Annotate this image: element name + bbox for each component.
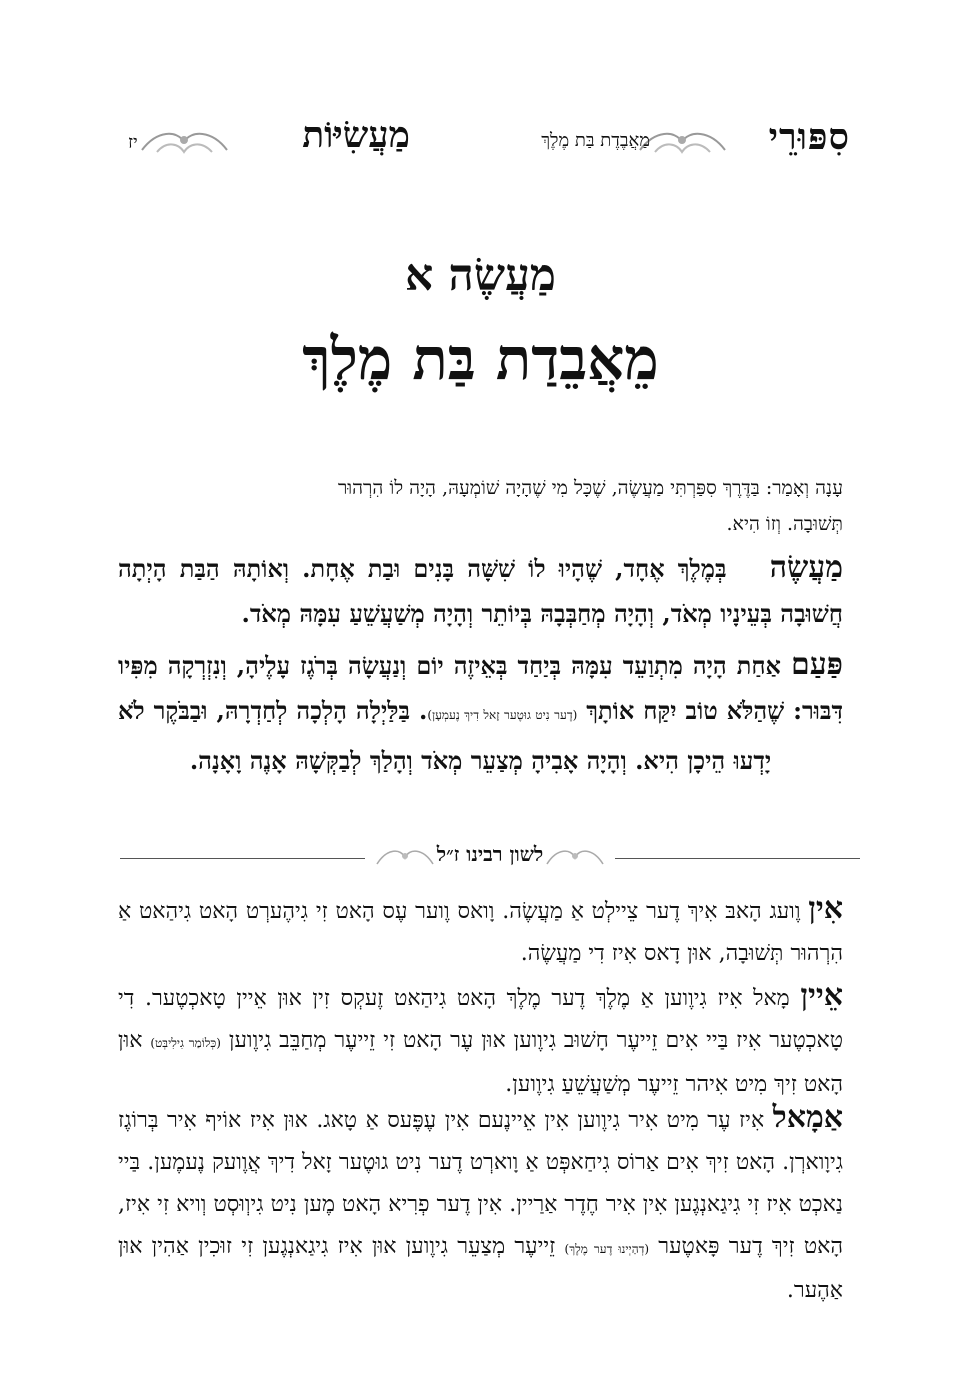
yiddish-paragraph-1 — [118, 888, 843, 975]
page-number: יז — [128, 132, 138, 153]
header-title-main: מַעֲשִׂיּוֹת — [302, 114, 410, 156]
running-header — [110, 112, 850, 172]
header-subtitle: מַאֲבֶדֶת בַּת מֶלֶךְ — [541, 130, 650, 151]
inline-note: (כְּלוֹמַר גִילִיבְּט) — [150, 1036, 221, 1050]
first-word: אֵיין — [800, 978, 843, 1013]
header-title-right: סִפּוּרֵי — [768, 116, 850, 158]
divider-line — [615, 858, 860, 859]
hebrew-paragraph-1 — [118, 545, 843, 636]
intro-line-1: עָנָה וְאָמַר: בַּדֶּרֶךְ סִפַּרְתִּי מַעֲשֶׂה, שֶׁכָּל מִי שֶׁהָיָה שׁוֹמְעָהּ, הָיָה לוֹ הִרְהוּר — [337, 477, 843, 499]
hebrew-paragraph-2 — [118, 642, 843, 783]
story-title: מֵאֲבֵדַת בַּת מֶלֶךְ — [302, 325, 659, 393]
section-divider — [120, 838, 860, 878]
intro-line-2: תְּשׁוּבָה. וְזוֹ הִיא. — [726, 513, 843, 535]
first-word: מַעֲשֶׂה — [769, 550, 843, 585]
paragraph-text: . בַּלַּיְלָה הָלְכָה לְחַדְרָהּ, וּבַבֹּקֶר לֹא יָדְעוּ הֵיכָן הִיא. וְהָיָה אָבִיהָ מְצַעֵר מְאֹד וְהָלַךְ לְבַקְּשָׁהּ אָנֶה וָאָנָה. — [118, 696, 772, 775]
paragraph-text: אִיז עֶר מִיט אִיר גִיוֶוען אִין אֵיינֶעם אִין עֶפֶּעס אַ טָאג. אוּן אִיז אוֹיף אִיר בְּרוֹגֶז גִיוָוארְן. הָאט זִיךְ אִים אַרוֹס גִיחַאפְּט אַ וָוארְט דֶער נִיט גוּטֶער זָאל דִיךְ אֲוֶועק נֶעמֶען. בַּיי נַאכְט אִיז זִי גִיגַאנְגֶען אִין אִיר חֶדֶר אַרַיין. אִין דֶער פְרִיא הָאט מֶען נִיט גִיוְוּסְט וְויא זִי אִיז, הָאט זִיךְ דֶער פָּאטֶער — [118, 1108, 843, 1259]
intro-paragraph — [118, 470, 859, 542]
divider-label: לשון רבינו ז״ל — [436, 842, 544, 866]
paragraph-text: זֵייעֶר מְצַעֵר גִיוֶוען אוּן אִיז גִיגַאנְגֶען זִי זוּכִין אַהִין אוּן אַהֶער. — [118, 1234, 843, 1303]
story-number: מַעֲשֶׂה א — [404, 250, 556, 301]
first-word: אִין — [808, 891, 843, 926]
ornament-flourish-icon — [545, 844, 605, 872]
yiddish-paragraph-2 — [118, 975, 843, 1106]
paragraph-text: בְּמֶלֶךְ אֶחָד, שֶׁהָיוּ לוֹ שִׁשָּׁה בָּנִים וּבַת אֶחָת. וְאוֹתָהּ הַבַּת הָיְתָה חֲשׁוּבָה בְּעֵינָיו מְאֹד, וְהָיָה מְחַבְּבָהּ בְּיוֹתֵר וְהָיָה מְשַׁעֲשֵׁעַ עִמָּהּ מְאֹד. — [118, 554, 843, 628]
paragraph-text: וֶועג הָאבּ אִיךְ דֶער צֵיילְט אַ מַעֲשֶׂה. וָואס וֶוער עֶס הָאט זִי גִיהֶערְט הָאט גִיהַאט אַ הִרְהוּר תְּשׁוּבָה, אוּן דָאס אִיז דִי מַעֲשֶׂה. — [118, 899, 843, 966]
first-word: פַּעַם — [790, 647, 843, 682]
paragraph-text: מָאל אִיז גִיוֶוען אַ מֶלֶךְ דֶער מֶלֶךְ הָאט גִיהַאט זֶעקְס זִין אוּן אֵיין טָאכְטֶער. דִי טָאכְטֶער אִיז בַּיי אִים זֵייעֶר חָשׁוּב גִיוֶוען אוּן עֶר הָאט זִי זֵייעֶר מְחַבֵּב גִיוֶוען — [118, 986, 843, 1053]
paragraph-text: אַחַת הָיָה מִתְוַעֵד עִמָּהּ בְּיַחַד בְּאֵיזֶה יוֹם וְנַעֲשָׂה בְּרֹגֶז עָלֶיהָ, וְנִזְרְקָה מִפִּיו דִּבּוּר: שֶׁהַלֹּא טוֹב יִקַּח אוֹתָךְ — [118, 651, 844, 725]
inline-note: (דֶער נִיט גוּטֶער זָאל דִיךְ נֶעמְעָן) — [427, 708, 578, 722]
ornament-flourish-icon — [137, 122, 232, 162]
yiddish-paragraph-3 — [118, 1097, 843, 1312]
first-word: אַמָאל — [772, 1100, 843, 1135]
paragraph-text: אוּן הָאט זִיךְ מִיט אִיהר זֵייעֶר מְשַׁעֲשֵׁעַ גִיוֶוען. — [118, 1028, 843, 1097]
inline-note: (דְהַיְינוּ דֶער מֶלֶךְ) — [564, 1242, 650, 1256]
